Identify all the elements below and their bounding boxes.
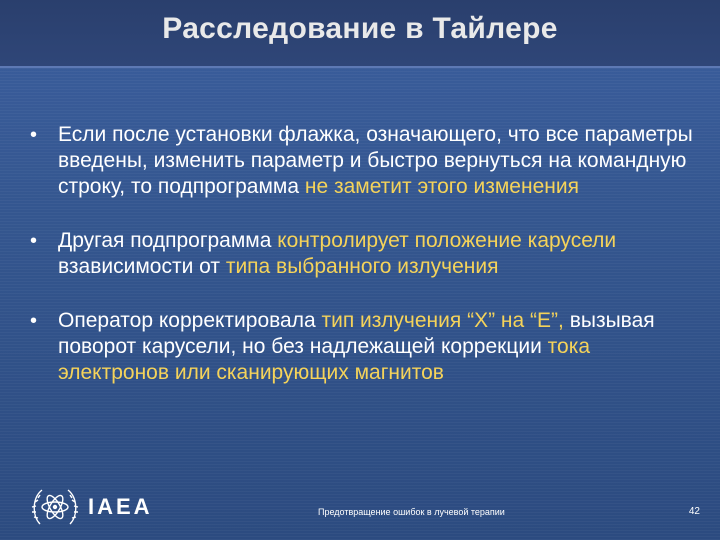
bullet-marker-icon: • (30, 230, 38, 252)
highlighted-text: тип излучения “X” на “E”, (321, 309, 564, 332)
bullet-text: вызывая поворот карусели, но без надлежащей коррекции (58, 309, 655, 358)
title-bar (0, 0, 720, 68)
bullet-item (28, 308, 698, 386)
highlighted-text: тока электронов или сканирующих магнитов (58, 335, 591, 384)
org-name: IAEA (88, 494, 153, 519)
slide-title: Расследование в Тайлере (162, 12, 558, 45)
bullet-text: Оператор корректировала (58, 309, 322, 332)
bullet-marker-icon: • (30, 310, 38, 332)
bullet-text: Другая подпрограмма (58, 229, 278, 252)
bullet-item (28, 228, 698, 280)
bullet-list (28, 122, 698, 414)
highlighted-text: не заметит этого изменения (304, 175, 579, 198)
highlighted-text: типа выбранного излучения (225, 255, 499, 278)
bullet-text: Если после установки флажка, означающего, что все параметры введены, изменить параметр и быстро вернуться на командную строку, то подпрограмма (58, 123, 693, 198)
footer-text: Предотвращение ошибок в лучевой терапии (318, 507, 505, 517)
bullet-text: взависимости от (58, 255, 226, 278)
bullet-item (28, 122, 698, 200)
bullet-marker-icon: • (30, 124, 38, 146)
iaea-logo-icon (30, 484, 80, 530)
page-number: 42 (688, 506, 700, 517)
highlighted-text: контролирует положение карусели (277, 229, 617, 252)
